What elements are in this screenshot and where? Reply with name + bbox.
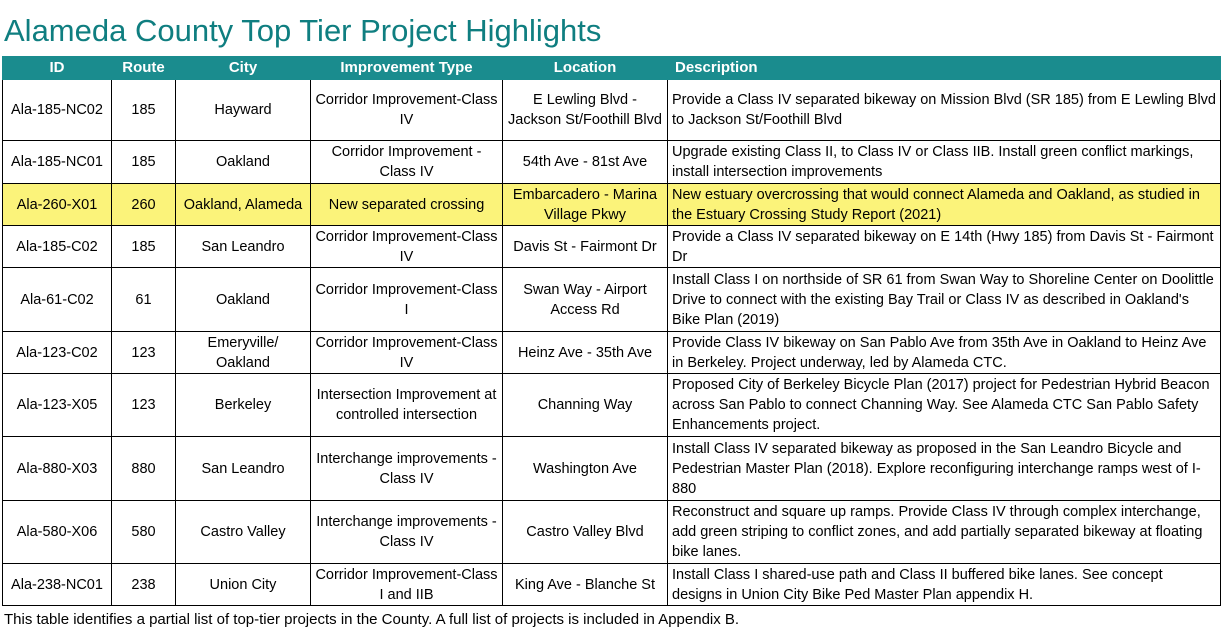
cell-id: Ala-880-X03 <box>3 437 112 501</box>
cell-city: San Leandro <box>176 437 311 501</box>
cell-location: Embarcadero - Marina Village Pkwy <box>503 184 668 226</box>
cell-id: Ala-238-NC01 <box>3 564 112 606</box>
cell-description: Provide Class IV bikeway on San Pablo Ave from 35th Ave in Oakland to Heinz Ave in Berkeley. Project underway, led by Alameda CTC. <box>668 332 1221 374</box>
cell-city: Union City <box>176 564 311 606</box>
cell-city: Hayward <box>176 80 311 141</box>
cell-description: Reconstruct and square up ramps. Provide Class IV through complex interchange, add green striping to conflict zones, and add partially separated bikeway at floating bike lanes. <box>668 501 1221 564</box>
cell-city: Oakland <box>176 141 311 184</box>
cell-description: Provide a Class IV separated bikeway on Mission Blvd (SR 185) from E Lewling Blvd to Jackson St/Foothill Blvd <box>668 80 1221 141</box>
cell-location: Washington Ave <box>503 437 668 501</box>
cell-location: Davis St - Fairmont Dr <box>503 226 668 268</box>
table-row <box>3 437 1221 501</box>
cell-route: 880 <box>112 437 176 501</box>
column-header-route: Route <box>112 57 176 80</box>
cell-city: Berkeley <box>176 374 311 437</box>
table-row <box>3 268 1221 332</box>
column-header-description: Description <box>668 57 1221 80</box>
cell-route: 185 <box>112 80 176 141</box>
cell-city: Castro Valley <box>176 501 311 564</box>
projects-table <box>2 56 1221 606</box>
table-row <box>3 226 1221 268</box>
cell-id: Ala-123-C02 <box>3 332 112 374</box>
cell-route: 61 <box>112 268 176 332</box>
cell-improvement-type: Corridor Improvement-Class IV <box>311 226 503 268</box>
cell-improvement-type: Interchange improvements - Class IV <box>311 437 503 501</box>
table-footnote: This table identifies a partial list of top-tier projects in the County. A full list of projects is included in Appendix B. <box>4 611 740 628</box>
cell-route: 260 <box>112 184 176 226</box>
cell-id: Ala-185-NC01 <box>3 141 112 184</box>
cell-route: 580 <box>112 501 176 564</box>
cell-route: 185 <box>112 226 176 268</box>
cell-description: Install Class I shared-use path and Class II buffered bike lanes. See concept designs in Union City Bike Ped Master Plan appendix H. <box>668 564 1221 606</box>
cell-improvement-type: Corridor Improvement-Class I and IIB <box>311 564 503 606</box>
cell-location: Swan Way - Airport Access Rd <box>503 268 668 332</box>
cell-route: 185 <box>112 141 176 184</box>
table-row <box>3 332 1221 374</box>
cell-id: Ala-123-X05 <box>3 374 112 437</box>
cell-description: Install Class I on northside of SR 61 from Swan Way to Shoreline Center on Doolittle Drive to connect with the existing Bay Trail or Class IV as described in Oakland's Bike Plan (2019) <box>668 268 1221 332</box>
cell-description: Install Class IV separated bikeway as proposed in the San Leandro Bicycle and Pedestrian Master Plan (2018). Explore reconfiguring interchange ramps west of I-880 <box>668 437 1221 501</box>
cell-improvement-type: New separated crossing <box>311 184 503 226</box>
cell-location: 54th Ave - 81st Ave <box>503 141 668 184</box>
table-header-row <box>3 57 1221 80</box>
cell-location: Channing Way <box>503 374 668 437</box>
table-row <box>3 501 1221 564</box>
cell-location: Heinz Ave - 35th Ave <box>503 332 668 374</box>
cell-improvement-type: Intersection Improvement at controlled intersection <box>311 374 503 437</box>
cell-improvement-type: Corridor Improvement-Class IV <box>311 332 503 374</box>
cell-improvement-type: Corridor Improvement-Class IV <box>311 80 503 141</box>
column-header-location: Location <box>503 57 668 80</box>
cell-id: Ala-185-C02 <box>3 226 112 268</box>
cell-id: Ala-260-X01 <box>3 184 112 226</box>
cell-city: Oakland <box>176 268 311 332</box>
cell-improvement-type: Corridor Improvement-Class I <box>311 268 503 332</box>
cell-city: Emeryville/ Oakland <box>176 332 311 374</box>
cell-route: 238 <box>112 564 176 606</box>
table-row <box>3 564 1221 606</box>
table-row-highlighted <box>3 184 1221 226</box>
column-header-id: ID <box>3 57 112 80</box>
cell-location: E Lewling Blvd - Jackson St/Foothill Blvd <box>503 80 668 141</box>
cell-id: Ala-61-C02 <box>3 268 112 332</box>
cell-city: San Leandro <box>176 226 311 268</box>
cell-route: 123 <box>112 374 176 437</box>
cell-description: New estuary overcrossing that would connect Alameda and Oakland, as studied in the Estuary Crossing Study Report (2021) <box>668 184 1221 226</box>
cell-route: 123 <box>112 332 176 374</box>
cell-description: Upgrade existing Class II, to Class IV or Class IIB. Install green conflict markings, install intersection improvements <box>668 141 1221 184</box>
table-row <box>3 80 1221 141</box>
cell-description: Provide a Class IV separated bikeway on E 14th (Hwy 185) from Davis St - Fairmont Dr <box>668 226 1221 268</box>
column-header-improvement-type: Improvement Type <box>311 57 503 80</box>
cell-city: Oakland, Alameda <box>176 184 311 226</box>
table-row <box>3 141 1221 184</box>
cell-location: Castro Valley Blvd <box>503 501 668 564</box>
cell-location: King Ave - Blanche St <box>503 564 668 606</box>
page-title: Alameda County Top Tier Project Highlights <box>4 13 602 48</box>
cell-description: Proposed City of Berkeley Bicycle Plan (2017) project for Pedestrian Hybrid Beacon across San Pablo to connect Channing Way. See Alameda CTC San Pablo Safety Enhancements project. <box>668 374 1221 437</box>
cell-id: Ala-185-NC02 <box>3 80 112 141</box>
cell-id: Ala-580-X06 <box>3 501 112 564</box>
table-row <box>3 374 1221 437</box>
cell-improvement-type: Corridor Improvement - Class IV <box>311 141 503 184</box>
column-header-city: City <box>176 57 311 80</box>
cell-improvement-type: Interchange improvements - Class IV <box>311 501 503 564</box>
